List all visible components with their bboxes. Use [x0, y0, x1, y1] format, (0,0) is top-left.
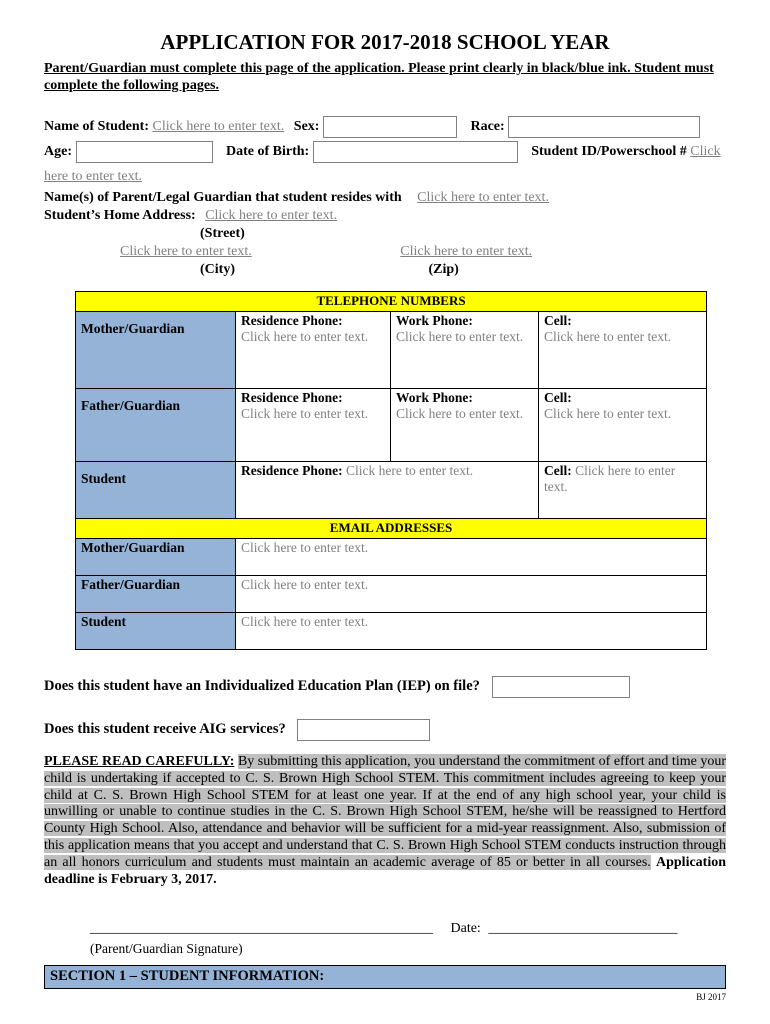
iep-input[interactable]: [492, 676, 630, 698]
street-label: (Street): [200, 226, 245, 241]
contact-info-table: [75, 291, 707, 650]
residence-phone-label: Residence Phone:: [241, 390, 343, 405]
iep-question-row: [44, 674, 726, 699]
student-email-field[interactable]: Click here to enter text.: [241, 614, 369, 629]
mother-email-row: [76, 539, 707, 576]
guardian-name-field[interactable]: Click here to enter text.: [417, 190, 549, 205]
mother-cell-field[interactable]: Click here to enter text.: [544, 329, 672, 344]
father-email-field[interactable]: Click here to enter text.: [241, 577, 369, 592]
cell-label: Cell:: [544, 390, 572, 405]
student-label: Student: [76, 613, 236, 650]
father-work-cell: [391, 389, 539, 462]
father-work-field[interactable]: Click here to enter text.: [396, 406, 524, 421]
student-id-field[interactable]: Click here to enter text.: [44, 144, 721, 184]
section1-header: SECTION 1 – STUDENT INFORMATION:: [44, 965, 726, 989]
father-guardian-label: Father/Guardian: [76, 576, 236, 613]
dob-label: Date of Birth:: [226, 144, 310, 159]
email-header-row: [76, 519, 707, 539]
mother-email-field[interactable]: Click here to enter text.: [241, 540, 369, 555]
page-title: APPLICATION FOR 2017-2018 SCHOOL YEAR: [160, 30, 610, 54]
father-guardian-label: Father/Guardian: [76, 389, 236, 462]
work-phone-label: Work Phone:: [396, 313, 473, 328]
zip-label: (Zip): [428, 262, 459, 277]
aig-question-row: [44, 717, 726, 742]
cell-label: Cell:: [544, 463, 572, 478]
mother-guardian-label: Mother/Guardian: [76, 539, 236, 576]
age-dob-id-row: [44, 139, 726, 189]
telephone-numbers-header: TELEPHONE NUMBERS: [76, 292, 707, 312]
sex-input[interactable]: [323, 116, 457, 138]
date-label: Date:: [450, 921, 481, 937]
mother-residence-cell: [236, 312, 391, 389]
name-of-student-label: Name of Student:: [44, 119, 149, 134]
city-label: (City): [200, 262, 235, 277]
residence-phone-label: Residence Phone:: [241, 313, 343, 328]
date-line[interactable]: ___________________________: [488, 921, 678, 937]
zip-field[interactable]: Click here to enter text.: [400, 244, 533, 259]
mother-email-cell: [236, 539, 707, 576]
student-name-row: [44, 114, 726, 139]
student-phone-row: [76, 462, 707, 519]
telephone-header-row: [76, 292, 707, 312]
father-residence-field[interactable]: Click here to enter text.: [241, 406, 369, 421]
iep-question-label: Does this student have an Individualized Education Plan (IEP) on file?: [44, 678, 480, 694]
mother-work-cell: [391, 312, 539, 389]
notice-paragraph: [44, 754, 726, 888]
mother-residence-field[interactable]: Click here to enter text.: [241, 329, 369, 344]
age-label: Age:: [44, 144, 72, 159]
student-email-row: [76, 613, 707, 650]
signature-row: [90, 920, 726, 938]
aig-question-label: Does this student receive AIG services?: [44, 721, 286, 737]
notice-body-text: By submitting this application, you understand the commitment of effort and time your child is undertaking if accepted to C. S. Brown High School STEM. This commitment includes agreeing to keep your child at C. S. Brown High School STEM for at least one year. If at the end of any high school year, your child is unwilling or unable to continue studies in the C. S. Brown High School STEM, he/she will be reassigned to Hertford County High School. Also, attendance and behavior will be sufficient for a mid-year reassignment. Also, submission of this application means that you accept and understand that C. S. Brown High School STEM conducts instruction through an all honors curriculum and students must maintain an academic average of 85 or better in all courses.: [44, 754, 727, 870]
instructions-text: Parent/Guardian must complete this page of the application. Please print clearly in black/blue ink. Student must complete the following pages.: [44, 61, 714, 93]
footer-note: BJ 2017: [696, 992, 726, 1002]
street-caption-row: [44, 225, 726, 243]
mother-guardian-label: Mother/Guardian: [76, 312, 236, 389]
mother-phone-row: [76, 312, 707, 389]
student-email-cell: [236, 613, 707, 650]
cell-label: Cell:: [544, 313, 572, 328]
student-label: Student: [76, 462, 236, 519]
street-address-field[interactable]: Click here to enter text.: [205, 208, 337, 223]
mother-work-field[interactable]: Click here to enter text.: [396, 329, 524, 344]
father-email-row: [76, 576, 707, 613]
signature-caption: (Parent/Guardian Signature): [90, 941, 243, 957]
student-cell-field[interactable]: Click here to enter text.: [544, 463, 676, 494]
email-addresses-header: EMAIL ADDRESSES: [76, 519, 707, 539]
sex-label: Sex:: [293, 119, 320, 134]
city-zip-fields-row: [44, 243, 726, 261]
deadline-text: Application deadline is February 3, 2017.: [44, 854, 727, 887]
race-label: Race:: [470, 119, 505, 134]
age-input[interactable]: [76, 141, 213, 163]
race-input[interactable]: [508, 116, 700, 138]
home-address-label: Student’s Home Address:: [44, 208, 196, 223]
guardian-row: [44, 189, 726, 207]
father-cell-cell: [539, 389, 707, 462]
father-cell-field[interactable]: Click here to enter text.: [544, 406, 672, 421]
residence-phone-label: Residence Phone:: [241, 463, 343, 478]
father-email-cell: [236, 576, 707, 613]
student-name-field[interactable]: Click here to enter text.: [152, 119, 285, 134]
signature-line[interactable]: _________________________________________________: [90, 921, 433, 937]
student-cell-cell: [539, 462, 707, 519]
city-zip-caption-row: [44, 261, 726, 279]
read-carefully-label: PLEASE READ CAREFULLY:: [44, 754, 235, 769]
home-address-row: [44, 207, 726, 225]
work-phone-label: Work Phone:: [396, 390, 473, 405]
dob-input[interactable]: [313, 141, 518, 163]
aig-input[interactable]: [297, 719, 430, 741]
father-residence-cell: [236, 389, 391, 462]
guardian-label: Name(s) of Parent/Legal Guardian that student resides with: [44, 190, 402, 205]
student-residence-field[interactable]: Click here to enter text.: [346, 463, 474, 478]
city-field[interactable]: Click here to enter text.: [120, 244, 252, 259]
mother-cell-cell: [539, 312, 707, 389]
student-id-label: Student ID/Powerschool #: [531, 144, 687, 159]
student-residence-cell: [236, 462, 539, 519]
father-phone-row: [76, 389, 707, 462]
